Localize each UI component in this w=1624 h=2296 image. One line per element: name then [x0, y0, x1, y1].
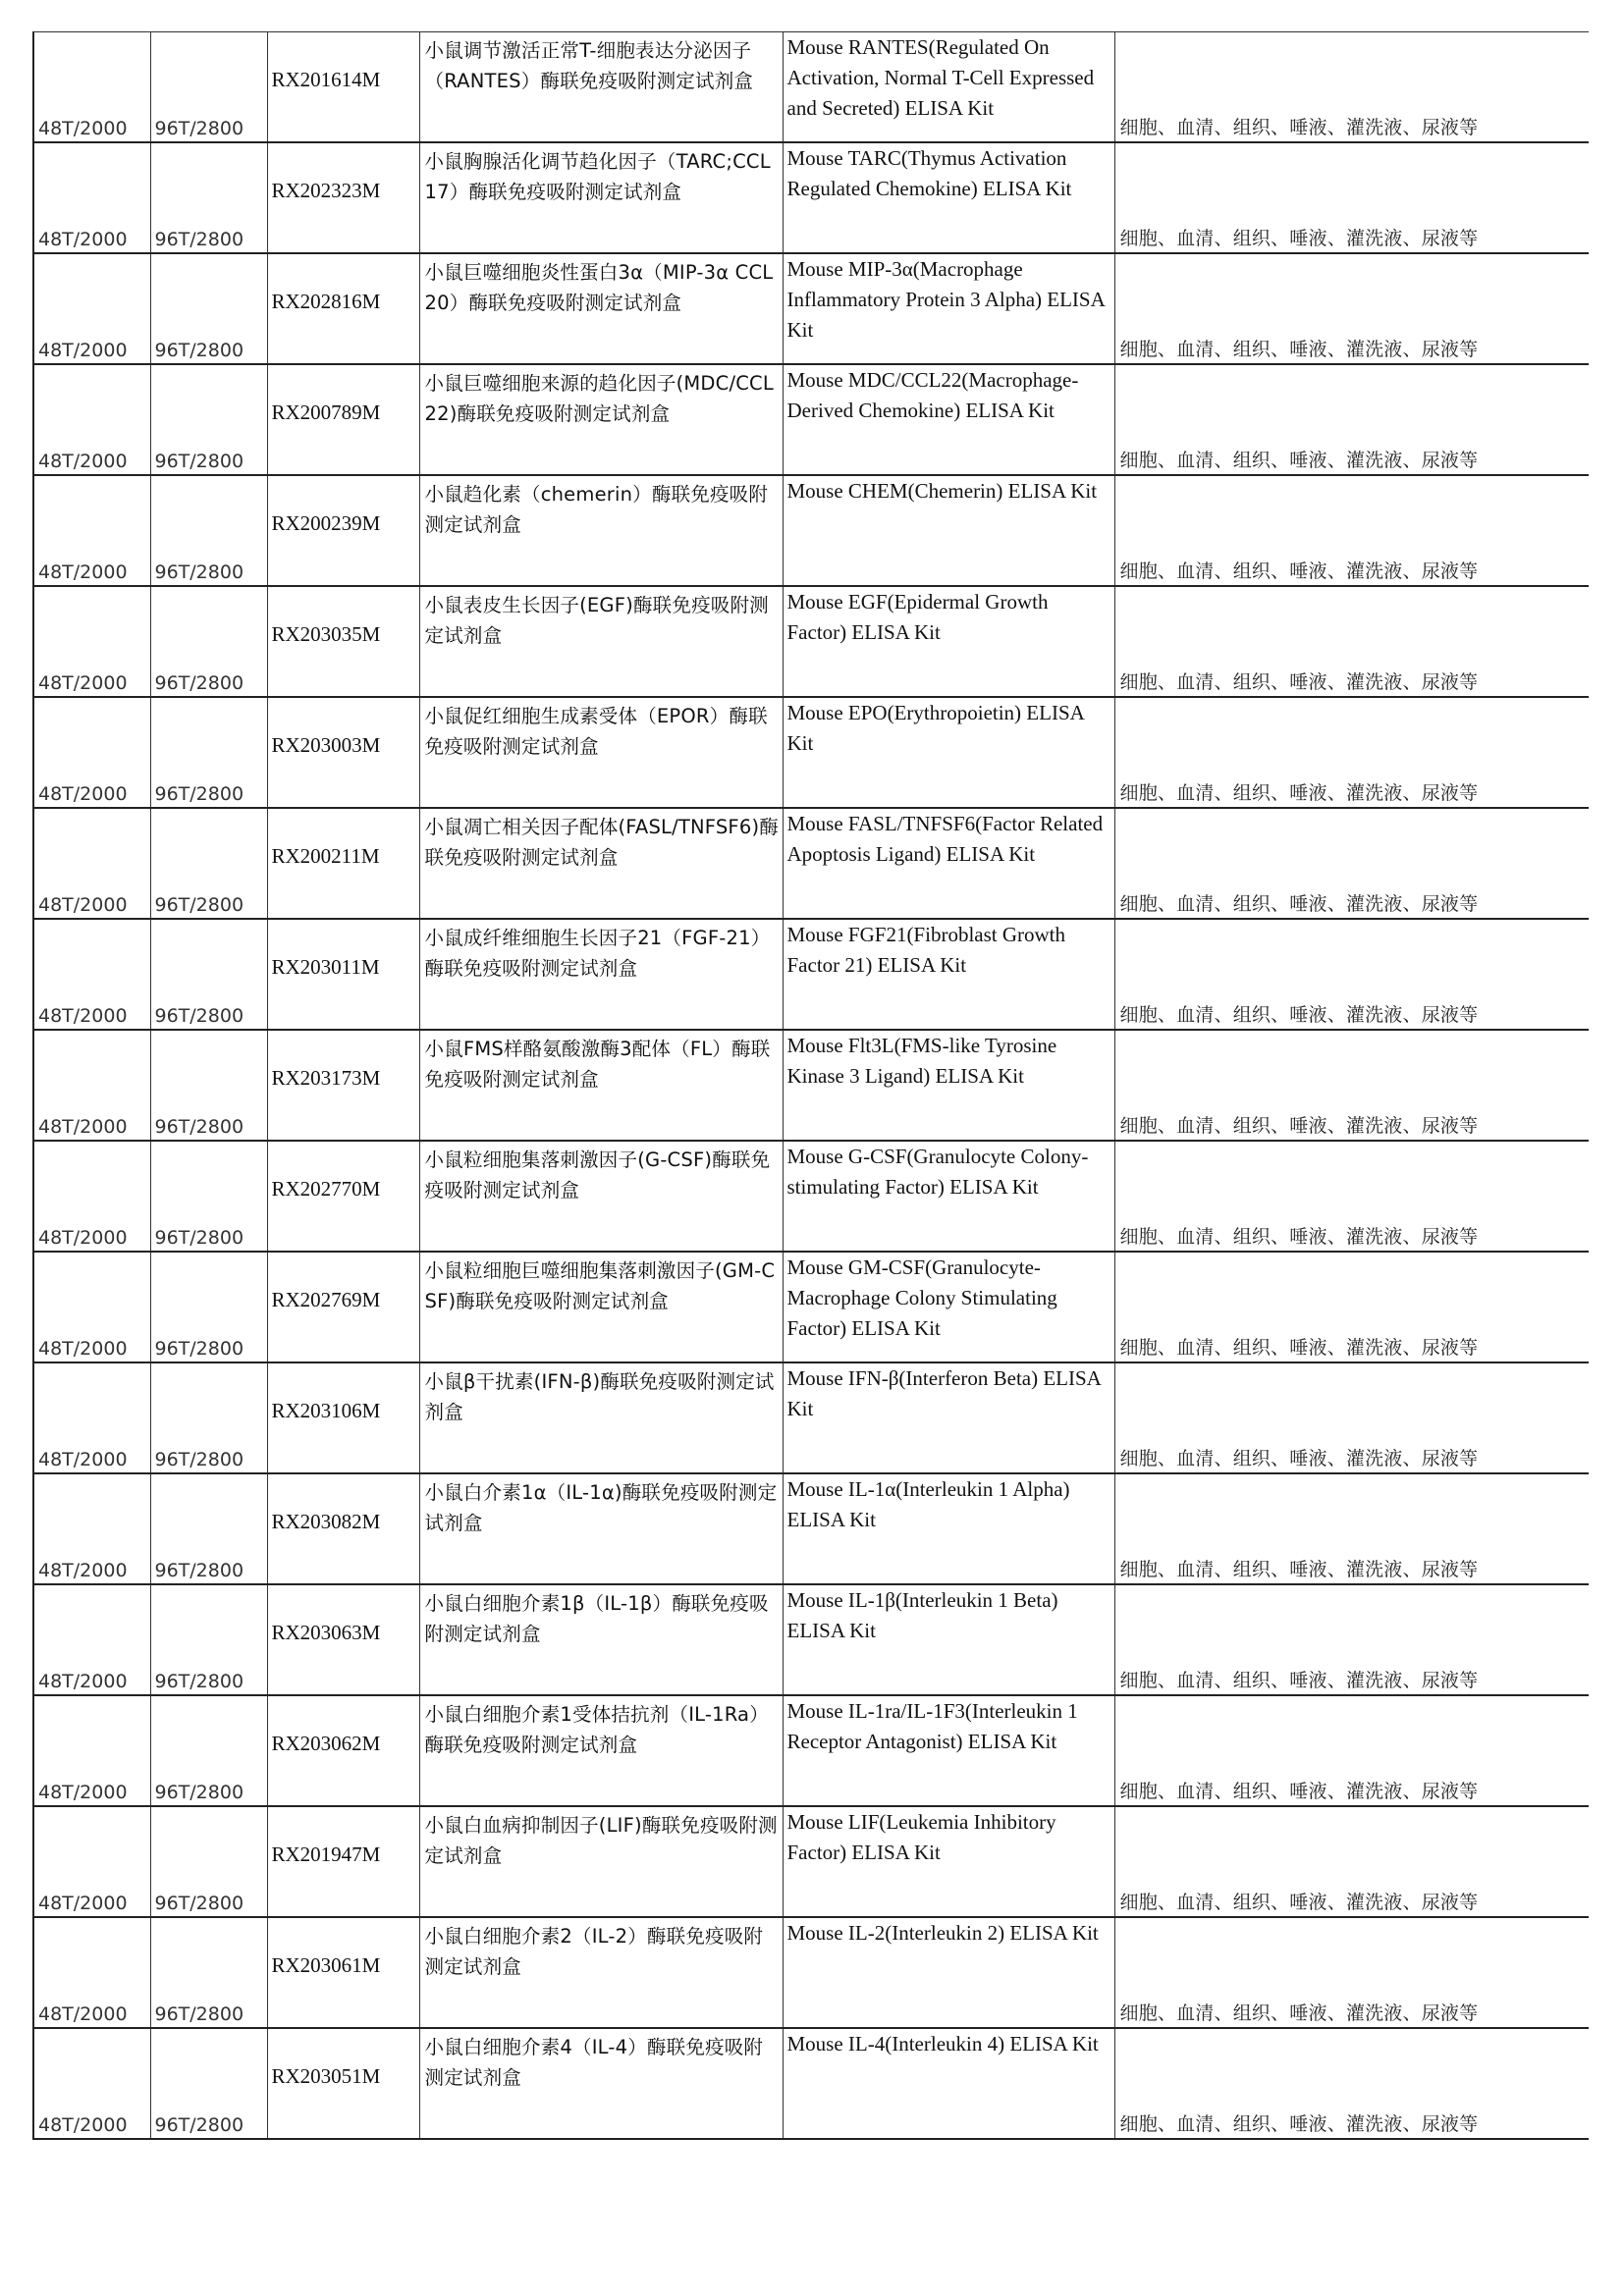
product-name-english: Mouse MDC/CCL22(Macrophage-Derived Chemokine) ELISA Kit: [786, 368, 1079, 422]
table-cell: [419, 1695, 783, 1806]
product-name-chinese: 小鼠白细胞介素2（IL-2）酶联免疫吸附测定试剂盒: [424, 1925, 764, 1978]
sample-types: 细胞、血清、组织、唾液、灌洗液、尿液等: [1119, 1115, 1479, 1137]
table-cell: [783, 697, 1114, 808]
table-cell: [419, 364, 783, 475]
sample-types: 细胞、血清、组织、唾液、灌洗液、尿液等: [1119, 671, 1479, 693]
product-name-english: Mouse Flt3L(FMS-like Tyrosine Kinase 3 Ligand) ELISA Kit: [786, 1034, 1057, 1088]
table-cell: [419, 2028, 783, 2139]
table-cell: [783, 1362, 1114, 1473]
table-row: [33, 919, 1589, 1030]
table-cell: [783, 586, 1114, 697]
table-row: [33, 2028, 1589, 2139]
sample-types: 细胞、血清、组织、唾液、灌洗液、尿液等: [1119, 2113, 1479, 2135]
table-row: [33, 1806, 1589, 1917]
kit-size-96t: 96T/2800: [154, 451, 244, 472]
table-cell: [783, 1806, 1114, 1917]
table-cell: [783, 1584, 1114, 1695]
table-cell: [33, 364, 150, 475]
table-row: [33, 697, 1589, 808]
table-cell: [419, 1917, 783, 2028]
table-cell: [1114, 808, 1589, 919]
table-cell: [150, 1584, 267, 1695]
product-name-chinese: 小鼠白细胞介素4（IL-4）酶联免疫吸附测定试剂盒: [424, 2036, 764, 2089]
kit-size-48t: 48T/2000: [38, 2003, 128, 2025]
catalog-number: RX203011M: [271, 955, 380, 979]
kit-size-96t: 96T/2800: [154, 1893, 244, 1914]
table-cell: [150, 1917, 267, 2028]
catalog-number: RX203173M: [271, 1066, 381, 1090]
table-cell: [267, 697, 419, 808]
table-cell: [267, 1806, 419, 1917]
table-cell: [419, 586, 783, 697]
product-name-chinese: 小鼠趋化素（chemerin）酶联免疫吸附测定试剂盒: [424, 483, 769, 536]
product-name-english: Mouse LIF(Leukemia Inhibitory Factor) ELISA Kit: [786, 1810, 1056, 1864]
sample-types: 细胞、血清、组织、唾液、灌洗液、尿液等: [1119, 782, 1479, 804]
table-cell: [267, 1141, 419, 1252]
product-name-english: Mouse IL-4(Interleukin 4) ELISA Kit: [786, 2032, 1099, 2056]
table-cell: [783, 2028, 1114, 2139]
table-cell: [783, 1473, 1114, 1584]
table-cell: [150, 2028, 267, 2139]
sample-types: 细胞、血清、组织、唾液、灌洗液、尿液等: [1119, 450, 1479, 471]
product-name-english: Mouse TARC(Thymus Activation Regulated Chemokine) ELISA Kit: [786, 146, 1072, 200]
sample-types: 细胞、血清、组织、唾液、灌洗液、尿液等: [1119, 228, 1479, 249]
product-name-chinese: 小鼠白血病抑制因子(LIF)酶联免疫吸附测定试剂盒: [424, 1814, 778, 1867]
kit-size-48t: 48T/2000: [38, 1560, 128, 1581]
kit-size-96t: 96T/2800: [154, 2003, 244, 2025]
kit-size-48t: 48T/2000: [38, 1893, 128, 1914]
product-table: [32, 31, 1589, 2140]
table-cell: [267, 586, 419, 697]
kit-size-96t: 96T/2800: [154, 1671, 244, 1692]
table-row: [33, 32, 1589, 143]
kit-size-48t: 48T/2000: [38, 2114, 128, 2136]
table-cell: [33, 2028, 150, 2139]
kit-size-96t: 96T/2800: [154, 1560, 244, 1581]
product-name-chinese: 小鼠白细胞介素1β（IL-1β）酶联免疫吸附测定试剂盒: [424, 1592, 769, 1645]
product-name-chinese: 小鼠白介素1α（IL-1α)酶联免疫吸附测定试剂盒: [424, 1481, 778, 1534]
table-row: [33, 142, 1589, 253]
catalog-number: RX203063M: [271, 1621, 381, 1644]
product-name-chinese: 小鼠巨噬细胞来源的趋化因子(MDC/CCL22)酶联免疫吸附测定试剂盒: [424, 372, 774, 425]
product-name-chinese: 小鼠粒细胞巨噬细胞集落刺激因子(GM-CSF)酶联免疫吸附测定试剂盒: [424, 1259, 776, 1312]
table-cell: [419, 1030, 783, 1141]
table-cell: [419, 1141, 783, 1252]
table-cell: [419, 1473, 783, 1584]
catalog-number: RX203062M: [271, 1732, 381, 1755]
table-cell: [150, 919, 267, 1030]
kit-size-48t: 48T/2000: [38, 1671, 128, 1692]
table-cell: [419, 142, 783, 253]
table-cell: [33, 1362, 150, 1473]
sample-types: 细胞、血清、组织、唾液、灌洗液、尿液等: [1119, 561, 1479, 582]
catalog-number: RX203035M: [271, 622, 381, 646]
table-cell: [783, 1030, 1114, 1141]
table-cell: [1114, 1473, 1589, 1584]
table-cell: [419, 1584, 783, 1695]
kit-size-96t: 96T/2800: [154, 229, 244, 250]
product-name-english: Mouse EPO(Erythropoietin) ELISA Kit: [786, 701, 1084, 755]
table-cell: [267, 1252, 419, 1362]
product-name-english: Mouse IL-1ra/IL-1F3(Interleukin 1 Receptor Antagonist) ELISA Kit: [786, 1699, 1078, 1753]
catalog-number: RX203003M: [271, 733, 381, 757]
table-row: [33, 1473, 1589, 1584]
table-cell: [150, 475, 267, 586]
table-row: [33, 1584, 1589, 1695]
product-table-body: [33, 32, 1589, 2140]
table-row: [33, 1695, 1589, 1806]
catalog-number: RX200211M: [271, 844, 380, 868]
kit-size-96t: 96T/2800: [154, 1005, 244, 1027]
kit-size-48t: 48T/2000: [38, 1005, 128, 1027]
table-cell: [783, 1917, 1114, 2028]
product-name-chinese: 小鼠促红细胞生成素受体（EPOR）酶联免疫吸附测定试剂盒: [424, 705, 768, 758]
catalog-number: RX200239M: [271, 511, 381, 535]
table-cell: [267, 1584, 419, 1695]
table-cell: [1114, 1362, 1589, 1473]
table-row: [33, 1252, 1589, 1362]
table-row: [33, 475, 1589, 586]
kit-size-48t: 48T/2000: [38, 1782, 128, 1803]
table-cell: [1114, 1030, 1589, 1141]
table-cell: [1114, 1806, 1589, 1917]
sample-types: 细胞、血清、组织、唾液、灌洗液、尿液等: [1119, 1226, 1479, 1248]
table-cell: [1114, 142, 1589, 253]
table-cell: [267, 253, 419, 364]
kit-size-96t: 96T/2800: [154, 2114, 244, 2136]
table-row: [33, 1141, 1589, 1252]
table-cell: [419, 32, 783, 143]
sample-types: 细胞、血清、组织、唾液、灌洗液、尿液等: [1119, 117, 1479, 138]
product-name-english: Mouse FASL/TNFSF6(Factor Related Apoptosis Ligand) ELISA Kit: [786, 812, 1104, 866]
table-cell: [783, 1695, 1114, 1806]
table-cell: [783, 919, 1114, 1030]
table-cell: [150, 1141, 267, 1252]
sample-types: 细胞、血清、组织、唾液、灌洗液、尿液等: [1119, 1004, 1479, 1026]
kit-size-48t: 48T/2000: [38, 1338, 128, 1360]
table-row: [33, 364, 1589, 475]
table-cell: [150, 364, 267, 475]
table-cell: [33, 1806, 150, 1917]
table-cell: [419, 1806, 783, 1917]
table-cell: [267, 1917, 419, 2028]
table-cell: [150, 697, 267, 808]
table-cell: [150, 1473, 267, 1584]
product-name-chinese: 小鼠成纤维细胞生长因子21（FGF-21）酶联免疫吸附测定试剂盒: [424, 927, 771, 980]
product-name-chinese: 小鼠表皮生长因子(EGF)酶联免疫吸附测定试剂盒: [424, 594, 769, 647]
table-cell: [150, 1252, 267, 1362]
catalog-number: RX202816M: [271, 290, 381, 313]
catalog-number: RX200789M: [271, 400, 381, 424]
table-cell: [33, 586, 150, 697]
table-cell: [1114, 1584, 1589, 1695]
table-cell: [150, 1695, 267, 1806]
table-cell: [783, 142, 1114, 253]
kit-size-96t: 96T/2800: [154, 118, 244, 139]
catalog-number: RX201614M: [271, 68, 381, 91]
catalog-number: RX203051M: [271, 2064, 381, 2088]
table-cell: [150, 586, 267, 697]
table-cell: [33, 919, 150, 1030]
kit-size-48t: 48T/2000: [38, 1116, 128, 1138]
table-cell: [1114, 1141, 1589, 1252]
table-cell: [783, 32, 1114, 143]
table-row: [33, 1030, 1589, 1141]
table-cell: [419, 1252, 783, 1362]
product-name-english: Mouse GM-CSF(Granulocyte-Macrophage Colony Stimulating Factor) ELISA Kit: [786, 1255, 1057, 1340]
kit-size-48t: 48T/2000: [38, 1449, 128, 1470]
kit-size-48t: 48T/2000: [38, 672, 128, 694]
table-cell: [1114, 2028, 1589, 2139]
kit-size-96t: 96T/2800: [154, 1449, 244, 1470]
kit-size-96t: 96T/2800: [154, 672, 244, 694]
table-cell: [33, 1695, 150, 1806]
table-cell: [33, 1030, 150, 1141]
table-cell: [33, 808, 150, 919]
table-cell: [33, 253, 150, 364]
table-cell: [419, 1362, 783, 1473]
product-name-english: Mouse RANTES(Regulated On Activation, Normal T-Cell Expressed and Secreted) ELISA Kit: [786, 35, 1095, 120]
table-cell: [267, 1695, 419, 1806]
kit-size-48t: 48T/2000: [38, 118, 128, 139]
table-cell: [150, 253, 267, 364]
catalog-number: RX202323M: [271, 179, 381, 202]
kit-size-48t: 48T/2000: [38, 229, 128, 250]
table-cell: [267, 32, 419, 143]
sample-types: 细胞、血清、组织、唾液、灌洗液、尿液等: [1119, 1448, 1479, 1469]
table-cell: [150, 32, 267, 143]
table-cell: [267, 2028, 419, 2139]
table-cell: [1114, 1917, 1589, 2028]
table-cell: [783, 808, 1114, 919]
table-cell: [267, 1473, 419, 1584]
table-cell: [1114, 32, 1589, 143]
product-name-english: Mouse CHEM(Chemerin) ELISA Kit: [786, 479, 1098, 503]
table-cell: [419, 475, 783, 586]
table-row: [33, 586, 1589, 697]
product-name-chinese: 小鼠FMS样酪氨酸激酶3配体（FL）酶联免疫吸附测定试剂盒: [424, 1038, 771, 1091]
product-name-chinese: 小鼠白细胞介素1受体拮抗剂（IL-1Ra）酶联免疫吸附测定试剂盒: [424, 1703, 769, 1756]
product-name-chinese: 小鼠巨噬细胞炎性蛋白3α（MIP-3α CCL20）酶联免疫吸附测定试剂盒: [424, 261, 774, 314]
product-name-english: Mouse G-CSF(Granulocyte Colony-stimulating Factor) ELISA Kit: [786, 1145, 1089, 1199]
table-cell: [33, 1473, 150, 1584]
product-name-chinese: 小鼠凋亡相关因子配体(FASL/TNFSF6)酶联免疫吸附测定试剂盒: [424, 816, 779, 869]
catalog-number: RX203082M: [271, 1510, 381, 1533]
table-cell: [1114, 697, 1589, 808]
table-cell: [33, 475, 150, 586]
table-cell: [783, 1141, 1114, 1252]
table-row: [33, 1362, 1589, 1473]
product-name-english: Mouse IL-1α(Interleukin 1 Alpha) ELISA Kit: [786, 1477, 1070, 1531]
table-cell: [419, 253, 783, 364]
table-cell: [783, 253, 1114, 364]
kit-size-96t: 96T/2800: [154, 894, 244, 916]
product-name-chinese: 小鼠粒细胞集落刺激因子(G-CSF)酶联免疫吸附测定试剂盒: [424, 1148, 771, 1201]
table-row: [33, 253, 1589, 364]
table-cell: [1114, 475, 1589, 586]
table-cell: [419, 697, 783, 808]
table-cell: [267, 475, 419, 586]
catalog-number: RX202769M: [271, 1288, 381, 1311]
table-cell: [267, 808, 419, 919]
table-cell: [1114, 364, 1589, 475]
catalog-number: RX201947M: [271, 1842, 381, 1866]
table-cell: [1114, 586, 1589, 697]
sample-types: 细胞、血清、组织、唾液、灌洗液、尿液等: [1119, 893, 1479, 915]
sample-types: 细胞、血清、组织、唾液、灌洗液、尿液等: [1119, 2002, 1479, 2024]
kit-size-48t: 48T/2000: [38, 340, 128, 361]
table-cell: [783, 364, 1114, 475]
table-cell: [33, 142, 150, 253]
product-name-english: Mouse FGF21(Fibroblast Growth Factor 21) ELISA Kit: [786, 923, 1066, 977]
product-name-chinese: 小鼠β干扰素(IFN-β)酶联免疫吸附测定试剂盒: [424, 1370, 775, 1423]
kit-size-96t: 96T/2800: [154, 1782, 244, 1803]
table-cell: [33, 1141, 150, 1252]
product-name-english: Mouse MIP-3α(Macrophage Inflammatory Protein 3 Alpha) ELISA Kit: [786, 257, 1105, 342]
table-cell: [150, 808, 267, 919]
product-name-chinese: 小鼠调节激活正常T-细胞表达分泌因子（RANTES）酶联免疫吸附测定试剂盒: [424, 39, 754, 92]
kit-size-48t: 48T/2000: [38, 1227, 128, 1249]
catalog-number: RX202770M: [271, 1177, 381, 1201]
kit-size-48t: 48T/2000: [38, 783, 128, 805]
table-cell: [267, 919, 419, 1030]
product-name-english: Mouse IL-2(Interleukin 2) ELISA Kit: [786, 1921, 1099, 1945]
table-cell: [1114, 1252, 1589, 1362]
sample-types: 细胞、血清、组织、唾液、灌洗液、尿液等: [1119, 1781, 1479, 1802]
kit-size-96t: 96T/2800: [154, 340, 244, 361]
product-name-english: Mouse IL-1β(Interleukin 1 Beta) ELISA Kit: [786, 1588, 1058, 1642]
product-name-english: Mouse IFN-β(Interferon Beta) ELISA Kit: [786, 1366, 1101, 1420]
table-cell: [419, 808, 783, 919]
table-cell: [150, 1362, 267, 1473]
kit-size-96t: 96T/2800: [154, 1116, 244, 1138]
kit-size-96t: 96T/2800: [154, 561, 244, 583]
sample-types: 细胞、血清、组织、唾液、灌洗液、尿液等: [1119, 1559, 1479, 1580]
kit-size-48t: 48T/2000: [38, 561, 128, 583]
product-name-chinese: 小鼠胸腺活化调节趋化因子（TARC;CCL17）酶联免疫吸附测定试剂盒: [424, 150, 771, 203]
table-cell: [150, 1806, 267, 1917]
table-row: [33, 1917, 1589, 2028]
table-cell: [33, 32, 150, 143]
table-cell: [33, 697, 150, 808]
catalog-number: RX203061M: [271, 1953, 381, 1977]
sample-types: 细胞、血清、组织、唾液、灌洗液、尿液等: [1119, 1670, 1479, 1691]
sample-types: 细胞、血清、组织、唾液、灌洗液、尿液等: [1119, 339, 1479, 360]
kit-size-96t: 96T/2800: [154, 1227, 244, 1249]
kit-size-48t: 48T/2000: [38, 894, 128, 916]
table-cell: [150, 1030, 267, 1141]
kit-size-96t: 96T/2800: [154, 1338, 244, 1360]
product-name-english: Mouse EGF(Epidermal Growth Factor) ELISA Kit: [786, 590, 1049, 644]
table-cell: [419, 919, 783, 1030]
kit-size-48t: 48T/2000: [38, 451, 128, 472]
table-cell: [1114, 919, 1589, 1030]
table-cell: [33, 1917, 150, 2028]
table-cell: [33, 1584, 150, 1695]
kit-size-96t: 96T/2800: [154, 783, 244, 805]
table-cell: [150, 142, 267, 253]
table-cell: [267, 1030, 419, 1141]
table-cell: [33, 1252, 150, 1362]
table-cell: [783, 475, 1114, 586]
table-row: [33, 808, 1589, 919]
table-cell: [1114, 253, 1589, 364]
table-cell: [267, 1362, 419, 1473]
table-cell: [267, 364, 419, 475]
sample-types: 细胞、血清、组织、唾液、灌洗液、尿液等: [1119, 1337, 1479, 1359]
catalog-number: RX203106M: [271, 1399, 381, 1422]
table-cell: [1114, 1695, 1589, 1806]
table-cell: [783, 1252, 1114, 1362]
sample-types: 细胞、血清、组织、唾液、灌洗液、尿液等: [1119, 1892, 1479, 1913]
table-cell: [267, 142, 419, 253]
